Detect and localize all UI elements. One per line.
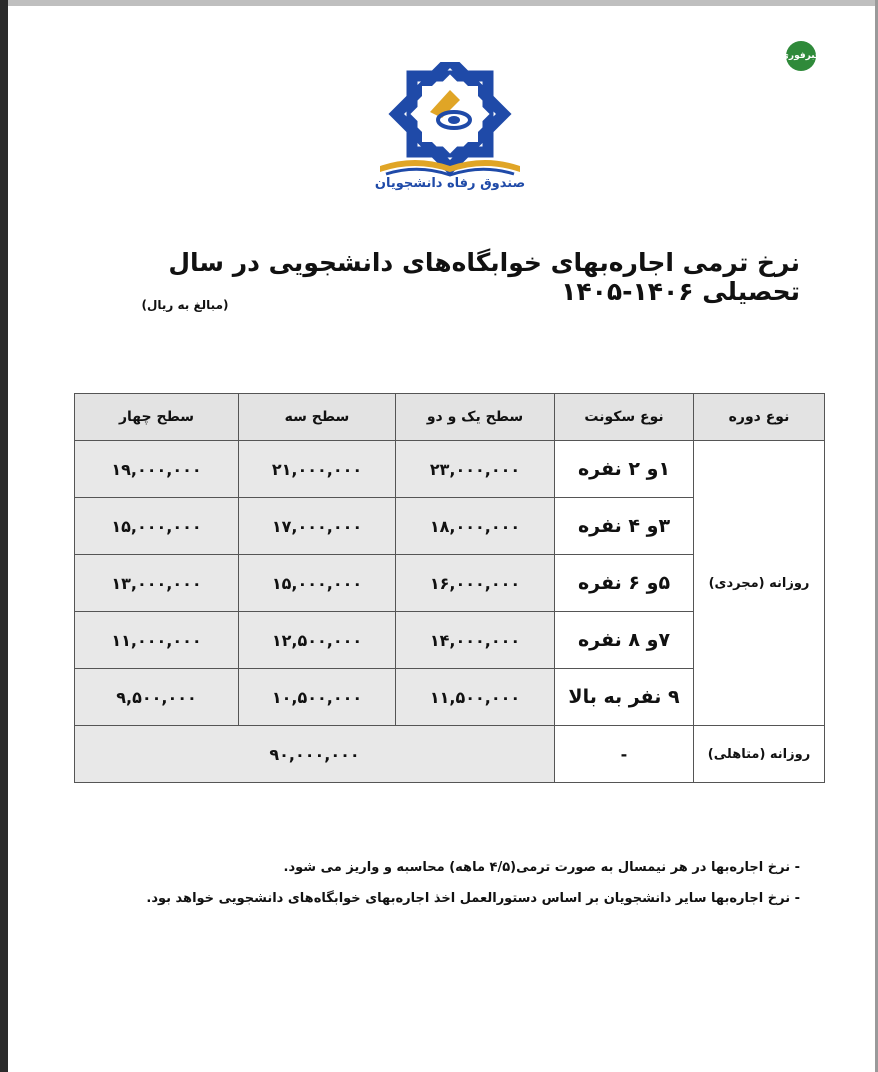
table-row-married <box>75 726 825 783</box>
price-level-4: ۱۱,۰۰۰,۰۰۰ <box>75 612 239 669</box>
notes <box>100 852 800 914</box>
page-left-edge <box>0 0 8 1072</box>
occupancy-cell: ۹ نفر به بالا <box>555 669 694 726</box>
note-item: - نرخ اجاره‌بها در هر نیمسال به صورت ترمی(۴/۵ ماهه) محاسبه و واریز می شود. <box>283 860 800 875</box>
price-level-1-2: ۱۴,۰۰۰,۰۰۰ <box>396 612 555 669</box>
occupancy-cell: ۵و ۶ نفره <box>555 555 694 612</box>
price-level-3: ۱۷,۰۰۰,۰۰۰ <box>239 498 396 555</box>
header-occupancy-type: نوع سکونت <box>555 394 694 441</box>
occupancy-cell: ۱و ۲ نفره <box>555 441 694 498</box>
price-level-1-2: ۱۶,۰۰۰,۰۰۰ <box>396 555 555 612</box>
rent-rates-table <box>74 393 825 783</box>
header-period-type: نوع دوره <box>694 394 825 441</box>
period-day-single: روزانه (مجردی) <box>694 441 825 726</box>
header-level-1-2: سطح یک و دو <box>396 394 555 441</box>
note-item: - نرخ اجاره‌بها سایر دانشجویان بر اساس دستورالعمل اخذ اجاره‌بهای خوابگاه‌های دانشجویی خواهد بود. <box>146 891 800 906</box>
occupancy-cell: ۷و ۸ نفره <box>555 612 694 669</box>
price-level-3: ۱۰,۵۰۰,۰۰۰ <box>239 669 396 726</box>
table-row <box>75 441 825 498</box>
news-badge-icon: خبرفوری <box>786 41 816 71</box>
price-level-4: ۱۳,۰۰۰,۰۰۰ <box>75 555 239 612</box>
period-day-married: روزانه (متاهلی) <box>694 726 825 783</box>
occupancy-cell: ۳و ۴ نفره <box>555 498 694 555</box>
occupancy-cell: - <box>555 726 694 783</box>
unit-note: (مبالغ به ریال) <box>141 298 229 312</box>
price-level-3: ۱۵,۰۰۰,۰۰۰ <box>239 555 396 612</box>
price-level-1-2: ۱۸,۰۰۰,۰۰۰ <box>396 498 555 555</box>
page-top-edge <box>0 0 878 6</box>
logo-org-name: صندوق رفاه دانشجویان <box>374 176 526 191</box>
price-level-1-2: ۱۱,۵۰۰,۰۰۰ <box>396 669 555 726</box>
header-level-3: سطح سه <box>239 394 396 441</box>
price-level-4: ۱۹,۰۰۰,۰۰۰ <box>75 441 239 498</box>
price-level-4: ۱۵,۰۰۰,۰۰۰ <box>75 498 239 555</box>
price-married: ۹۰,۰۰۰,۰۰۰ <box>75 726 555 783</box>
price-level-3: ۲۱,۰۰۰,۰۰۰ <box>239 441 396 498</box>
page-title: نرخ ترمی اجاره‌بهای خوابگاه‌های دانشجویی در سال تحصیلی ۱۴۰۶-۱۴۰۵ <box>168 248 800 306</box>
price-level-4: ۹,۵۰۰,۰۰۰ <box>75 669 239 726</box>
header-level-4: سطح چهار <box>75 394 239 441</box>
price-level-1-2: ۲۳,۰۰۰,۰۰۰ <box>396 441 555 498</box>
price-level-3: ۱۲,۵۰۰,۰۰۰ <box>239 612 396 669</box>
table-header-row <box>75 394 825 441</box>
